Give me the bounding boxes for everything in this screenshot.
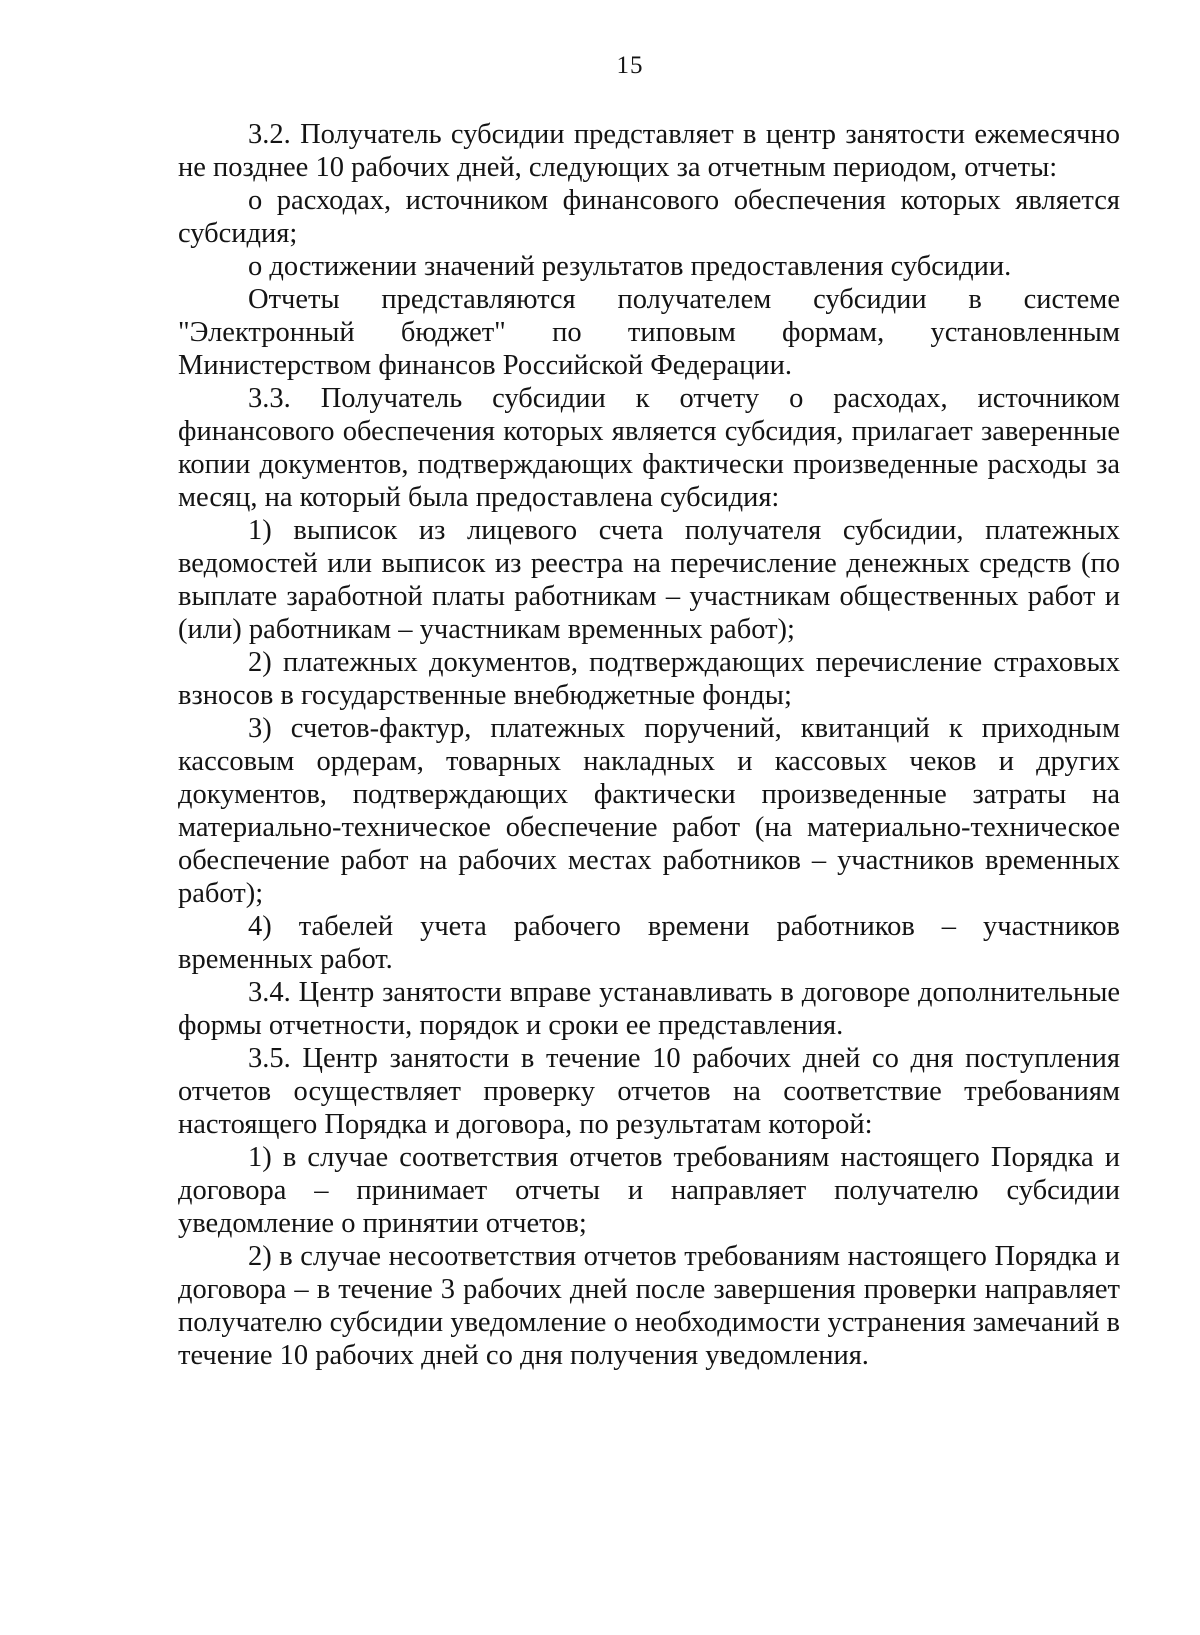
paragraph-report-expenses: о расходах, источником финансового обеспечения которых является субсидия; — [178, 185, 1120, 249]
page-number: 15 — [616, 52, 644, 79]
list-item-3-5-2: 2) в случае несоответствия отчетов требованиям настоящего Порядка и договора – в течение 3 рабочих дней после завершения проверки направляет получателю субсидии уведомление о необходимости устранения замечаний в течение 10 рабочих дней со дня получения уведомления. — [178, 1241, 1120, 1371]
paragraph-3-5: 3.5. Центр занятости в течение 10 рабочих дней со дня поступления отчетов осуществляет проверку отчетов на соответствие требованиям настоящего Порядка и договора, по результатам которой: — [178, 1043, 1120, 1140]
list-item-1: 1) выписок из лицевого счета получателя субсидии, платежных ведомостей или выписок из реестра на перечисление денежных средств (по выплате заработной платы работникам – участникам общественных работ и (или) работникам – участникам временных работ); — [178, 515, 1120, 645]
list-item-3-5-1: 1) в случае соответствия отчетов требованиям настоящего Порядка и договора – принимает отчеты и направляет получателю субсидии уведомление о принятии отчетов; — [178, 1142, 1120, 1239]
paragraph-report-results: о достижении значений результатов предоставления субсидии. — [248, 251, 1012, 282]
paragraph-3-3: 3.3. Получатель субсидии к отчету о расходах, источником финансового обеспечения которых является субсидия, прилагает заверенные копии документов, подтверждающих фактически произведенные расходы за месяц, на который была предоставлена субсидия: — [178, 383, 1120, 513]
document-body — [178, 118, 1120, 1372]
paragraph-3-2: 3.2. Получатель субсидии представляет в центр занятости ежемесячно не позднее 10 рабочих дней, следующих за отчетным периодом, отчеты: — [178, 119, 1120, 183]
list-item-4: 4) табелей учета рабочего времени работников – участников временных работ. — [178, 911, 1120, 975]
paragraph-3-4: 3.4. Центр занятости вправе устанавливать в договоре дополнительные формы отчетности, порядок и сроки ее представления. — [178, 977, 1120, 1041]
list-item-2: 2) платежных документов, подтверждающих перечисление страховых взносов в государственные внебюджетные фонды; — [178, 647, 1120, 711]
paragraph-reports-system: Отчеты представляются получателем субсидии в системе "Электронный бюджет" по типовым формам, установленным Министерством финансов Российской Федерации. — [178, 284, 1120, 381]
list-item-3: 3) счетов-фактур, платежных поручений, квитанций к приходным кассовым ордерам, товарных накладных и кассовых чеков и других документов, подтверждающих фактически произведенные затраты на материально-техническое обеспечение работ (на материально-техническое обеспечение работ на рабочих местах работников – участников временных работ); — [178, 713, 1120, 909]
